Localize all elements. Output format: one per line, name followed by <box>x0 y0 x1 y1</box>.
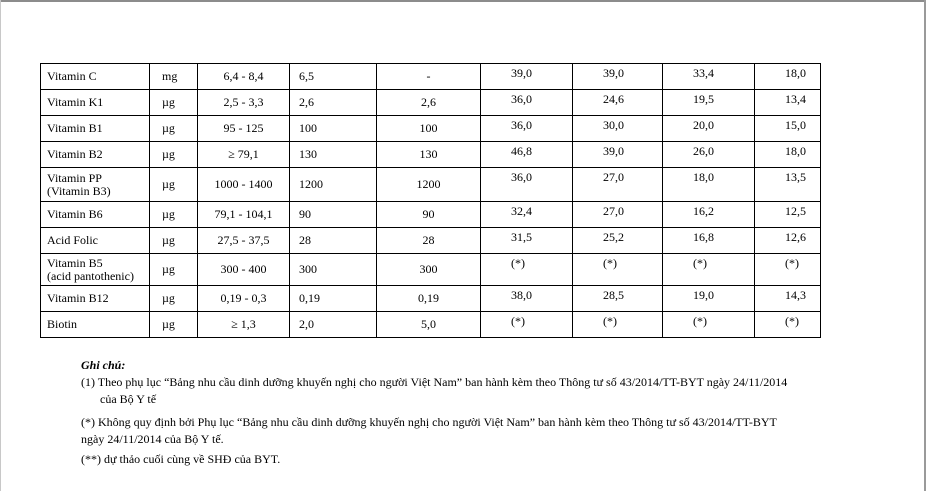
percent-4-cell: 12,6 <box>755 228 821 254</box>
percent-4-cell: 15,0 <box>755 116 821 142</box>
percent-3-cell: 16,8 <box>663 228 755 254</box>
percent-1-cell: 36,0 <box>481 90 573 116</box>
table-body <box>41 64 821 338</box>
percent-1-cell: 31,5 <box>481 228 573 254</box>
table-row <box>41 116 821 142</box>
unit-cell: µg <box>150 254 198 286</box>
value-2-cell: 0,19 <box>377 286 481 312</box>
unit-cell: µg <box>150 228 198 254</box>
range-cell: 95 - 125 <box>198 116 290 142</box>
notes-heading: Ghi chú: <box>81 358 126 372</box>
percent-2-cell: 27,0 <box>573 168 663 202</box>
percent-2-cell: 28,5 <box>573 286 663 312</box>
note-2-line-1: (*) Không quy định bởi Phụ lục “Bảng nhu cầu dinh dưỡng khuyến nghị cho người Việt Nam” ban hành kèm theo Thông tư số 43/2014/TT-BYT <box>81 415 777 429</box>
range-cell: 6,4 - 8,4 <box>198 64 290 90</box>
note-3: (**) dự thảo cuối cùng về SHĐ của BYT. <box>81 452 281 466</box>
note-1-line-1: (1) Theo phụ lục “Bảng nhu cầu dinh dưỡng khuyến nghị cho người Việt Nam” ban hành kèm theo Thông tư số 43/2014/TT-BYT ngày 24/11/2014 <box>81 375 788 389</box>
table-row <box>41 142 821 168</box>
percent-4-cell: 13,5 <box>755 168 821 202</box>
value-1-cell: 6,5 <box>290 64 377 90</box>
percent-4-cell: 14,3 <box>755 286 821 312</box>
percent-1-cell: 38,0 <box>481 286 573 312</box>
value-1-cell: 2,6 <box>290 90 377 116</box>
nutrient-name-cell: Biotin <box>41 312 150 338</box>
percent-3-cell: 33,4 <box>663 64 755 90</box>
nutrient-name-cell: Acid Folic <box>41 228 150 254</box>
unit-cell: µg <box>150 90 198 116</box>
nutrient-name-cell: Vitamin B12 <box>41 286 150 312</box>
percent-3-cell: 16,2 <box>663 202 755 228</box>
percent-1-cell: 46,8 <box>481 142 573 168</box>
percent-1-cell: (*) <box>481 254 573 286</box>
nutrition-table <box>40 63 821 338</box>
value-1-cell: 28 <box>290 228 377 254</box>
unit-cell: µg <box>150 168 198 202</box>
unit-cell: µg <box>150 202 198 228</box>
percent-1-cell: 36,0 <box>481 168 573 202</box>
percent-3-cell: 20,0 <box>663 116 755 142</box>
table-row <box>41 202 821 228</box>
value-2-cell: 100 <box>377 116 481 142</box>
value-2-cell: 130 <box>377 142 481 168</box>
percent-2-cell: 39,0 <box>573 142 663 168</box>
range-cell: ≥ 1,3 <box>198 312 290 338</box>
percent-4-cell: 18,0 <box>755 64 821 90</box>
percent-2-cell: (*) <box>573 312 663 338</box>
value-1-cell: 90 <box>290 202 377 228</box>
range-cell: 2,5 - 3,3 <box>198 90 290 116</box>
percent-1-cell: 32,4 <box>481 202 573 228</box>
table-row <box>41 228 821 254</box>
nutrient-name-cell <box>41 168 150 202</box>
percent-2-cell: 25,2 <box>573 228 663 254</box>
percent-2-cell: (*) <box>573 254 663 286</box>
percent-4-cell: (*) <box>755 312 821 338</box>
range-cell: 79,1 - 104,1 <box>198 202 290 228</box>
nutrient-name-cell <box>41 254 150 286</box>
percent-4-cell: 13,4 <box>755 90 821 116</box>
unit-cell: µg <box>150 116 198 142</box>
unit-cell: mg <box>150 64 198 90</box>
percent-4-cell: 18,0 <box>755 142 821 168</box>
nutrient-name-line-1: Vitamin B5 <box>47 255 103 270</box>
percent-3-cell: 26,0 <box>663 142 755 168</box>
note-2-line-2: ngày 24/11/2014 của Bộ Y tế. <box>81 432 224 446</box>
percent-1-cell: 39,0 <box>481 64 573 90</box>
window-left-border <box>0 0 1 491</box>
nutrient-name-cell: Vitamin B1 <box>41 116 150 142</box>
percent-4-cell: (*) <box>755 254 821 286</box>
table-row <box>41 312 821 338</box>
percent-3-cell: 19,0 <box>663 286 755 312</box>
table-row <box>41 286 821 312</box>
percent-2-cell: 30,0 <box>573 116 663 142</box>
note-1-line-2: của Bộ Y tế <box>100 392 157 406</box>
value-2-cell: 1200 <box>377 168 481 202</box>
table-row <box>41 90 821 116</box>
window-top-border <box>0 0 926 2</box>
value-1-cell: 0,19 <box>290 286 377 312</box>
nutrient-name-cell: Vitamin C <box>41 64 150 90</box>
value-1-cell: 130 <box>290 142 377 168</box>
unit-cell: µg <box>150 312 198 338</box>
percent-3-cell: (*) <box>663 254 755 286</box>
nutrient-name-cell: Vitamin B6 <box>41 202 150 228</box>
range-cell: 27,5 - 37,5 <box>198 228 290 254</box>
value-1-cell: 300 <box>290 254 377 286</box>
nutrient-name-line-2: (Vitamin B3) <box>47 183 111 198</box>
nutrient-name-line-2: (acid pantothenic) <box>47 268 134 283</box>
table-row <box>41 254 821 286</box>
value-2-cell: - <box>377 64 481 90</box>
notes-section <box>81 357 881 468</box>
percent-3-cell: (*) <box>663 312 755 338</box>
percent-1-cell: (*) <box>481 312 573 338</box>
percent-4-cell: 12,5 <box>755 202 821 228</box>
nutrient-name-cell: Vitamin K1 <box>41 90 150 116</box>
percent-2-cell: 39,0 <box>573 64 663 90</box>
percent-3-cell: 18,0 <box>663 168 755 202</box>
percent-3-cell: 19,5 <box>663 90 755 116</box>
value-2-cell: 300 <box>377 254 481 286</box>
percent-2-cell: 24,6 <box>573 90 663 116</box>
range-cell: 300 - 400 <box>198 254 290 286</box>
value-1-cell: 100 <box>290 116 377 142</box>
unit-cell: µg <box>150 286 198 312</box>
unit-cell: µg <box>150 142 198 168</box>
percent-1-cell: 36,0 <box>481 116 573 142</box>
range-cell: 0,19 - 0,3 <box>198 286 290 312</box>
range-cell: 1000 - 1400 <box>198 168 290 202</box>
value-1-cell: 2,0 <box>290 312 377 338</box>
value-2-cell: 28 <box>377 228 481 254</box>
value-2-cell: 5,0 <box>377 312 481 338</box>
value-2-cell: 90 <box>377 202 481 228</box>
table-row <box>41 64 821 90</box>
percent-2-cell: 27,0 <box>573 202 663 228</box>
value-1-cell: 1200 <box>290 168 377 202</box>
value-2-cell: 2,6 <box>377 90 481 116</box>
range-cell: ≥ 79,1 <box>198 142 290 168</box>
table-row <box>41 168 821 202</box>
nutrient-name-cell: Vitamin B2 <box>41 142 150 168</box>
nutrient-name-line-1: Vitamin PP <box>47 170 102 185</box>
